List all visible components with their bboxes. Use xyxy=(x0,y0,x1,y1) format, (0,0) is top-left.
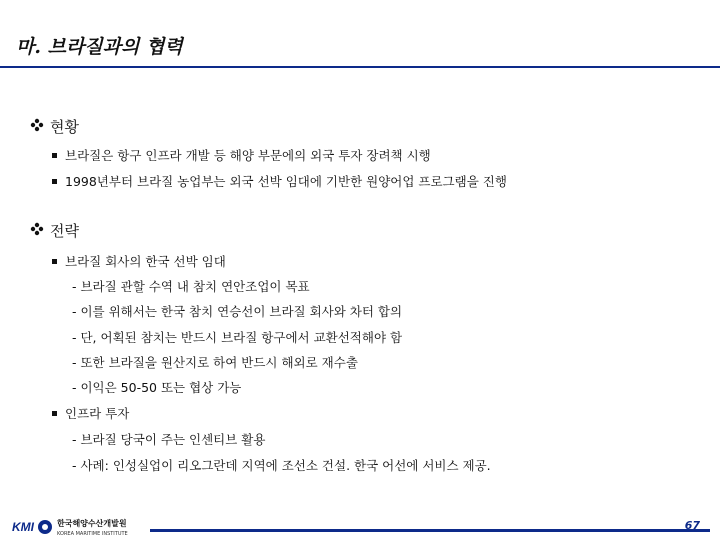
sub-list-item: - 단, 어획된 참치는 반드시 브라질 항구에서 교환선적해야 함 xyxy=(72,330,403,345)
sub-list-item: - 이익은 50-50 또는 협상 가능 xyxy=(72,380,242,395)
logo-abbr: KMI xyxy=(12,520,34,534)
list-item: 브라질 회사의 한국 선박 임대 xyxy=(52,252,226,270)
page-title: 마. 브라질과의 협력 xyxy=(16,36,183,58)
page-number: 67 xyxy=(684,519,700,532)
sub-list-item: - 이를 위해서는 한국 참치 연승선이 브라질 회사와 차터 합의 xyxy=(72,304,403,319)
title-divider xyxy=(0,66,720,68)
list-item: 1998년부터 브라질 농업부는 외국 선박 임대에 기반한 원양어업 프로그램을 진행 xyxy=(52,172,507,190)
sub-list-item: - 브라질 당국이 주는 인센티브 활용 xyxy=(72,432,266,447)
diamond-bullet-icon xyxy=(30,222,46,240)
section-heading-label: 전략 xyxy=(50,222,79,240)
logo-subtitle: KOREA MARITIME INSTITUTE xyxy=(57,531,128,537)
footer-divider xyxy=(150,529,710,532)
section-heading-status xyxy=(30,116,79,137)
square-bullet-icon xyxy=(52,153,57,158)
list-item: 인프라 투자 xyxy=(52,404,129,422)
list-item: 브라질은 항구 인프라 개발 등 해양 부문에의 외국 투자 장려책 시행 xyxy=(52,146,431,164)
sub-list-item: - 또한 브라질을 원산지로 하여 반드시 해외로 재수출 xyxy=(72,355,358,370)
square-bullet-icon xyxy=(52,179,57,184)
square-bullet-icon xyxy=(52,259,57,264)
square-bullet-icon xyxy=(52,411,57,416)
kmi-logo xyxy=(12,516,152,538)
sub-list-item: - 브라질 관할 수역 내 참치 연안조업이 목표 xyxy=(72,279,310,294)
sub-list-item: - 사례: 인성실업이 리오그란데 지역에 조선소 건설. 한국 어선에 서비스 제공. xyxy=(72,458,491,473)
diamond-bullet-icon xyxy=(30,118,46,136)
section-heading-strategy xyxy=(30,220,79,241)
logo-name: 한국해양수산개발원 xyxy=(57,519,127,528)
section-heading-label: 현황 xyxy=(50,118,79,136)
